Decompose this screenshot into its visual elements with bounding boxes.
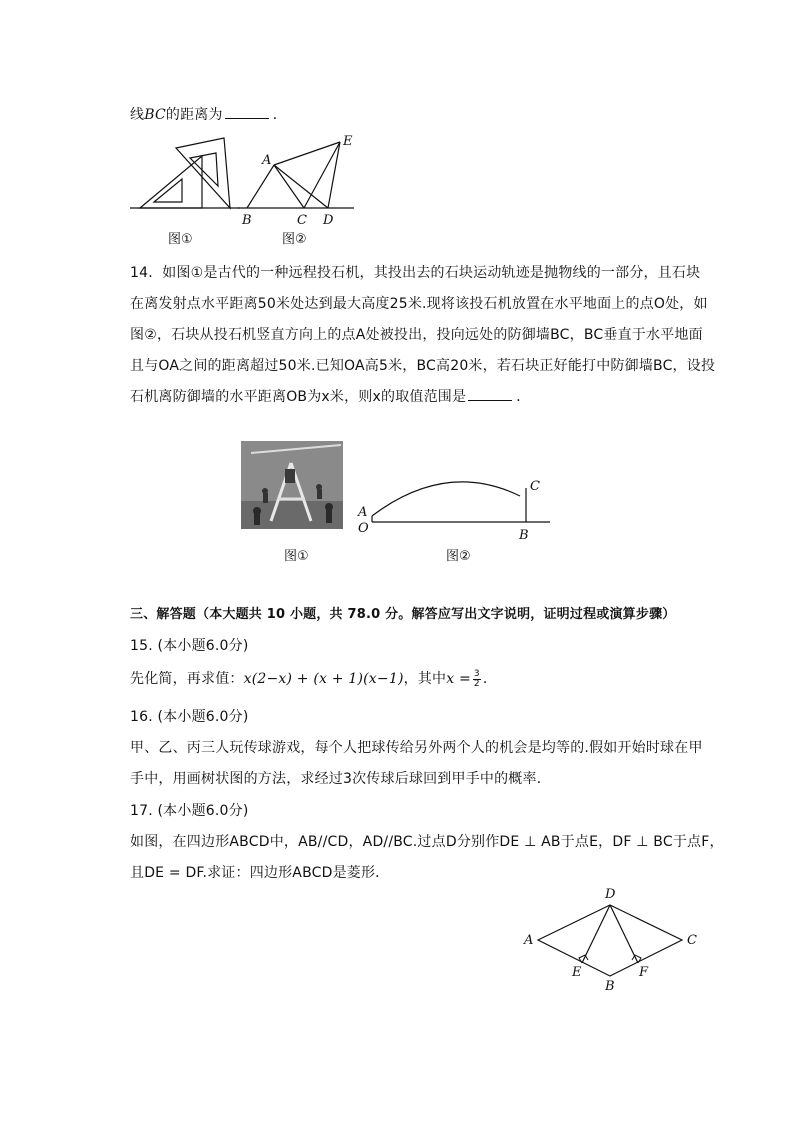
- q13-fig2-caption: 图②: [282, 232, 307, 247]
- label-B: B: [242, 213, 252, 228]
- rhombus-ABCD: [538, 905, 682, 976]
- q14-line-5: 石机离防御墙的水平距离OB为x米，则x的取值范围是 ．: [130, 389, 531, 405]
- q13-prefix: 线: [130, 107, 145, 123]
- q14-line-2: 在离发射点水平距离50米处达到最大高度25米.现将该投石机放置在水平地面上的点O处，如: [130, 296, 708, 312]
- label-C: C: [297, 213, 307, 228]
- q13-answer-line: [130, 104, 287, 124]
- segment-BA: [247, 165, 274, 208]
- q14-line-4: 且与OA之间的距离超过50米.已知OA高5米，BC高20米，若石块正好能打中防御墙BC，设投: [130, 358, 716, 374]
- q17-line-2: 且DE = DF.求证：四边形ABCD是菱形．: [130, 865, 390, 881]
- q17-rhombus-figure: [516, 884, 702, 996]
- q13-end: ．: [272, 107, 287, 123]
- label-B: B: [605, 979, 615, 994]
- q14-answer-blank[interactable]: [468, 388, 512, 401]
- label-F: F: [639, 965, 649, 980]
- set-square-large-outer: [176, 138, 230, 208]
- parabola-trajectory: [372, 482, 520, 516]
- label-B: B: [519, 528, 529, 543]
- section-3-title: 三、解答题（本大题共 10 小题，共 78.0 分。解答应写出文字说明，证明过程或演算步骤）: [130, 607, 676, 622]
- q14-figure-2: [354, 470, 558, 546]
- q14-number: 14.: [130, 265, 153, 281]
- catapult-image: [241, 441, 343, 529]
- q15-header: 15. (本小题6.0分): [130, 638, 249, 654]
- q15-fraction: $\frac{3}{2}$: [473, 668, 480, 689]
- q17-line-1: 如图，在四边形ABCD中，AB//CD，AD//BC.过点D分别作DE ⊥ AB于点E，DF ⊥ BC于点F，: [130, 834, 724, 850]
- q14-line-1: 14. 如图①是古代的一种远程投石机，其投出去的石块运动轨迹是抛物线的一部分，且石块: [130, 265, 701, 281]
- set-square-small-inner: [154, 179, 182, 202]
- catapult-photo: [241, 441, 343, 529]
- label-E: E: [572, 965, 582, 980]
- label-A: A: [524, 933, 534, 948]
- q13-figure-1: [126, 126, 242, 216]
- q16-line-1: 甲、乙、丙三人玩传球游戏，每个人把球传给另外两个人的机会是均等的.假如开始时球在甲: [130, 740, 703, 756]
- q13-suffix: 的距离为: [165, 107, 223, 123]
- q13-figure-2: [234, 130, 364, 230]
- q14-fig1-caption: 图①: [284, 549, 309, 564]
- label-A: A: [262, 153, 272, 168]
- segment-DF: [610, 905, 638, 963]
- label-A: A: [358, 505, 368, 520]
- label-O: O: [358, 521, 369, 536]
- q15-body: 先化简，再求值：x(2−x) + (x + 1)(x−1)，其中x = $\frac{3}{2}$ .: [130, 668, 488, 689]
- q13-answer-blank[interactable]: [225, 106, 269, 119]
- set-square-large-inner: [190, 153, 218, 186]
- label-D: D: [323, 213, 334, 228]
- segment-DE: [582, 905, 610, 963]
- set-square-small-outer: [140, 156, 202, 208]
- q15-expression: x(2−x) + (x + 1)(x−1): [243, 671, 404, 687]
- q14-line-3: 图②，石块从投石机竖直方向上的点A处被投出，投向远处的防御墙BC，BC垂直于水平地面: [130, 327, 703, 343]
- label-C: C: [687, 933, 697, 948]
- q13-bc: BC: [144, 107, 166, 123]
- q14-fig2-caption: 图②: [446, 549, 471, 564]
- label-E: E: [343, 134, 353, 149]
- label-D: D: [605, 887, 616, 902]
- segment-AD: [274, 165, 328, 208]
- segment-AE: [274, 142, 340, 165]
- q17-header: 17. (本小题6.0分): [130, 803, 249, 819]
- q16-header: 16. (本小题6.0分): [130, 709, 249, 725]
- segment-AC: [274, 165, 304, 208]
- label-C: C: [530, 479, 540, 494]
- q13-fig1-caption: 图①: [168, 232, 193, 247]
- q16-line-2: 手中，用画树状图的方法，求经过3次传球后球回到甲手中的概率．: [130, 771, 551, 787]
